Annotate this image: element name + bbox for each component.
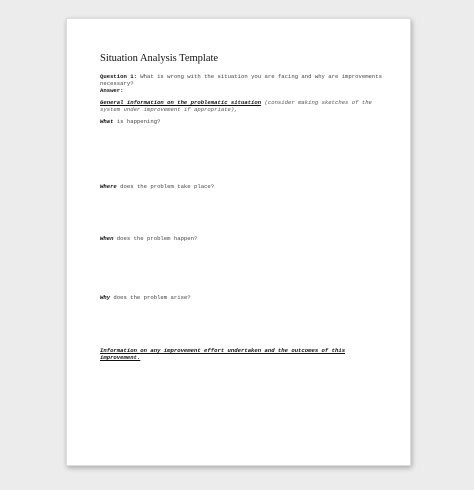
question-1-label: Question 1: <box>100 73 137 80</box>
where-question <box>100 183 390 190</box>
why-text: does the problem arise? <box>110 294 191 301</box>
answer-label-row <box>100 87 390 94</box>
what-text: is happening? <box>113 118 161 125</box>
question-1-text: What is wrong with the situation you are facing and why are improvements necessary? <box>100 73 382 87</box>
document-title: Situation Analysis Template <box>100 53 219 64</box>
when-text: does the problem happen? <box>113 235 198 242</box>
when-label: When <box>100 235 114 242</box>
why-label: Why <box>100 294 111 301</box>
general-information <box>100 99 390 113</box>
answer-label: Answer: <box>100 87 124 94</box>
document-page <box>66 18 411 466</box>
what-label: What <box>100 118 114 125</box>
what-question <box>100 118 390 125</box>
where-label: Where <box>100 183 117 190</box>
when-question <box>100 235 390 242</box>
why-question <box>100 294 390 301</box>
where-text: does the problem take place? <box>116 183 215 190</box>
improvement-information <box>100 347 355 361</box>
general-info-label: General information on the problematic situation <box>100 99 262 106</box>
general-info-note: (consider making sketches of the system under improvement if appropriate), <box>100 99 372 113</box>
question-1 <box>100 73 390 87</box>
improvement-info-text: Information on any improvement effort undertaken and the outcomes of this improvement. <box>100 347 346 361</box>
